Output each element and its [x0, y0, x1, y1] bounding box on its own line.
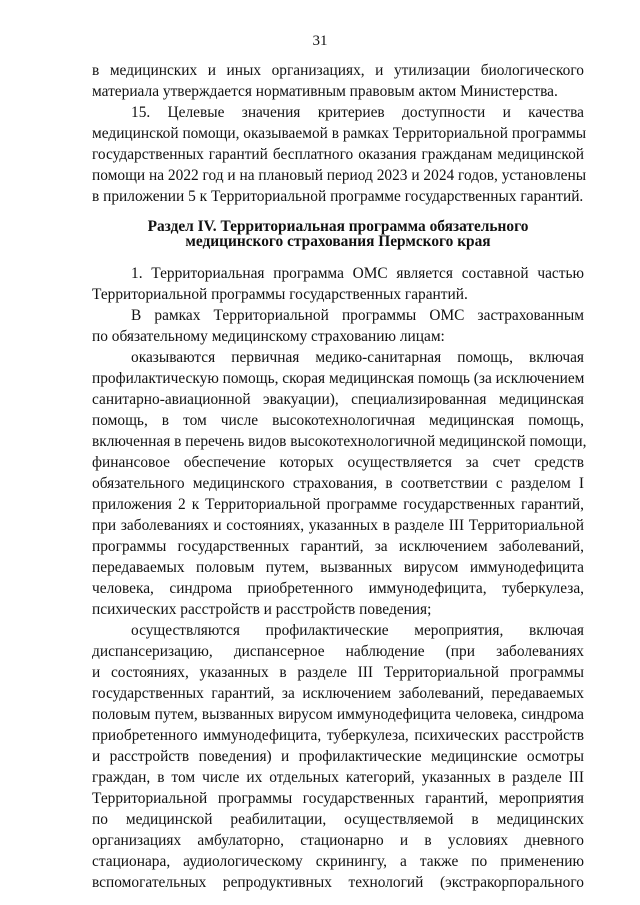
text-line: государственных гарантий, за исключением заболеваний, передаваемых — [92, 685, 584, 702]
text-line: в приложении 5 к Территориальной программе государственных гарантий. — [92, 188, 584, 205]
text-line: психических расстройств и расстройств поведения; — [92, 601, 432, 618]
text-line: государственных гарантий бесплатного оказания гражданам медицинской — [92, 146, 584, 163]
text-line: приложения 2 к Территориальной программе государственных гарантий, — [92, 496, 584, 513]
text-line: обязательного медицинского страхования, в соответствии с разделом I — [92, 475, 584, 492]
text-line: передаваемых половым путем, вызванных вирусом иммунодефицита — [92, 559, 584, 576]
text-line: при заболеваниях и состояниях, указанных в разделе III Территориальной — [92, 517, 584, 534]
text-line: вспомогательных репродуктивных технологий (экстракорпорального — [92, 874, 584, 891]
text-line: приобретенного иммунодефицита, туберкулеза, психических расстройств — [92, 727, 584, 744]
text-line: оказываются первичная медико-санитарная помощь, включая — [131, 349, 584, 366]
text-line: помощь, в том числе высокотехнологичная медицинская помощь, — [92, 412, 584, 429]
text-line: медицинской помощи, оказываемой в рамках Территориальной программы — [92, 125, 587, 142]
text-line: граждан, в том числе их отдельных категорий, указанных в разделе III — [92, 769, 584, 786]
text-line: осуществляются профилактические мероприятия, включая — [131, 622, 584, 639]
text-line: санитарно-авиационной эвакуации), специализированная медицинская — [92, 391, 584, 408]
text-line: профилактическую помощь, скорая медицинская помощь (за исключением — [92, 370, 585, 387]
text-line: по обязательному медицинскому страхованию лицам: — [92, 328, 445, 345]
text-line: программы государственных гарантий, за исключением заболеваний, — [92, 538, 584, 555]
text-line: половым путем, вызванных вирусом иммунодефицита человека, синдрома — [92, 706, 584, 723]
text-line: помощи на 2022 год и на плановый период 2023 и 2024 годов, установлены — [92, 167, 587, 184]
text-line: материала утверждается нормативным правовым актом Министерства. — [92, 83, 558, 100]
text-line: и расстройств поведения) и профилактические медицинские осмотры — [92, 748, 584, 765]
text-line: человека, синдрома приобретенного иммунодефицита, туберкулеза, — [92, 580, 584, 597]
page-number: 31 — [312, 33, 328, 49]
text-line: по медицинской реабилитации, осуществляемой в медицинских — [92, 811, 584, 828]
text-line: Территориальной программы государственных гарантий. — [92, 286, 468, 303]
text-line: 1. Территориальная программа ОМС является составной частью — [131, 265, 584, 282]
text-line: Территориальной программы государственных гарантий, мероприятия — [92, 790, 584, 807]
text-line: включенная в перечень видов высокотехнологичной медицинской помощи, — [92, 433, 587, 450]
text-line: стационара, аудиологическому скринингу, а также по применению — [92, 853, 584, 870]
text-line: в медицинских и иных организациях, и утилизации биологического — [92, 62, 584, 79]
text-line: 15. Целевые значения критериев доступности и качества — [131, 104, 584, 121]
section-heading-line: Раздел IV. Территориальная программа обязательного — [147, 218, 529, 235]
text-line: финансовое обеспечение которых осуществляется за счет средств — [92, 454, 584, 471]
text-line: В рамках Территориальной программы ОМС застрахованным — [131, 307, 584, 324]
section-heading-line: медицинского страхования Пермского края — [185, 233, 491, 250]
text-line: и состояниях, указанных в разделе III Территориальной программы — [92, 664, 584, 681]
text-line: диспансеризацию, диспансерное наблюдение (при заболеваниях — [92, 643, 584, 660]
text-line: организациях амбулаторно, стационарно и в условиях дневного — [92, 832, 584, 849]
